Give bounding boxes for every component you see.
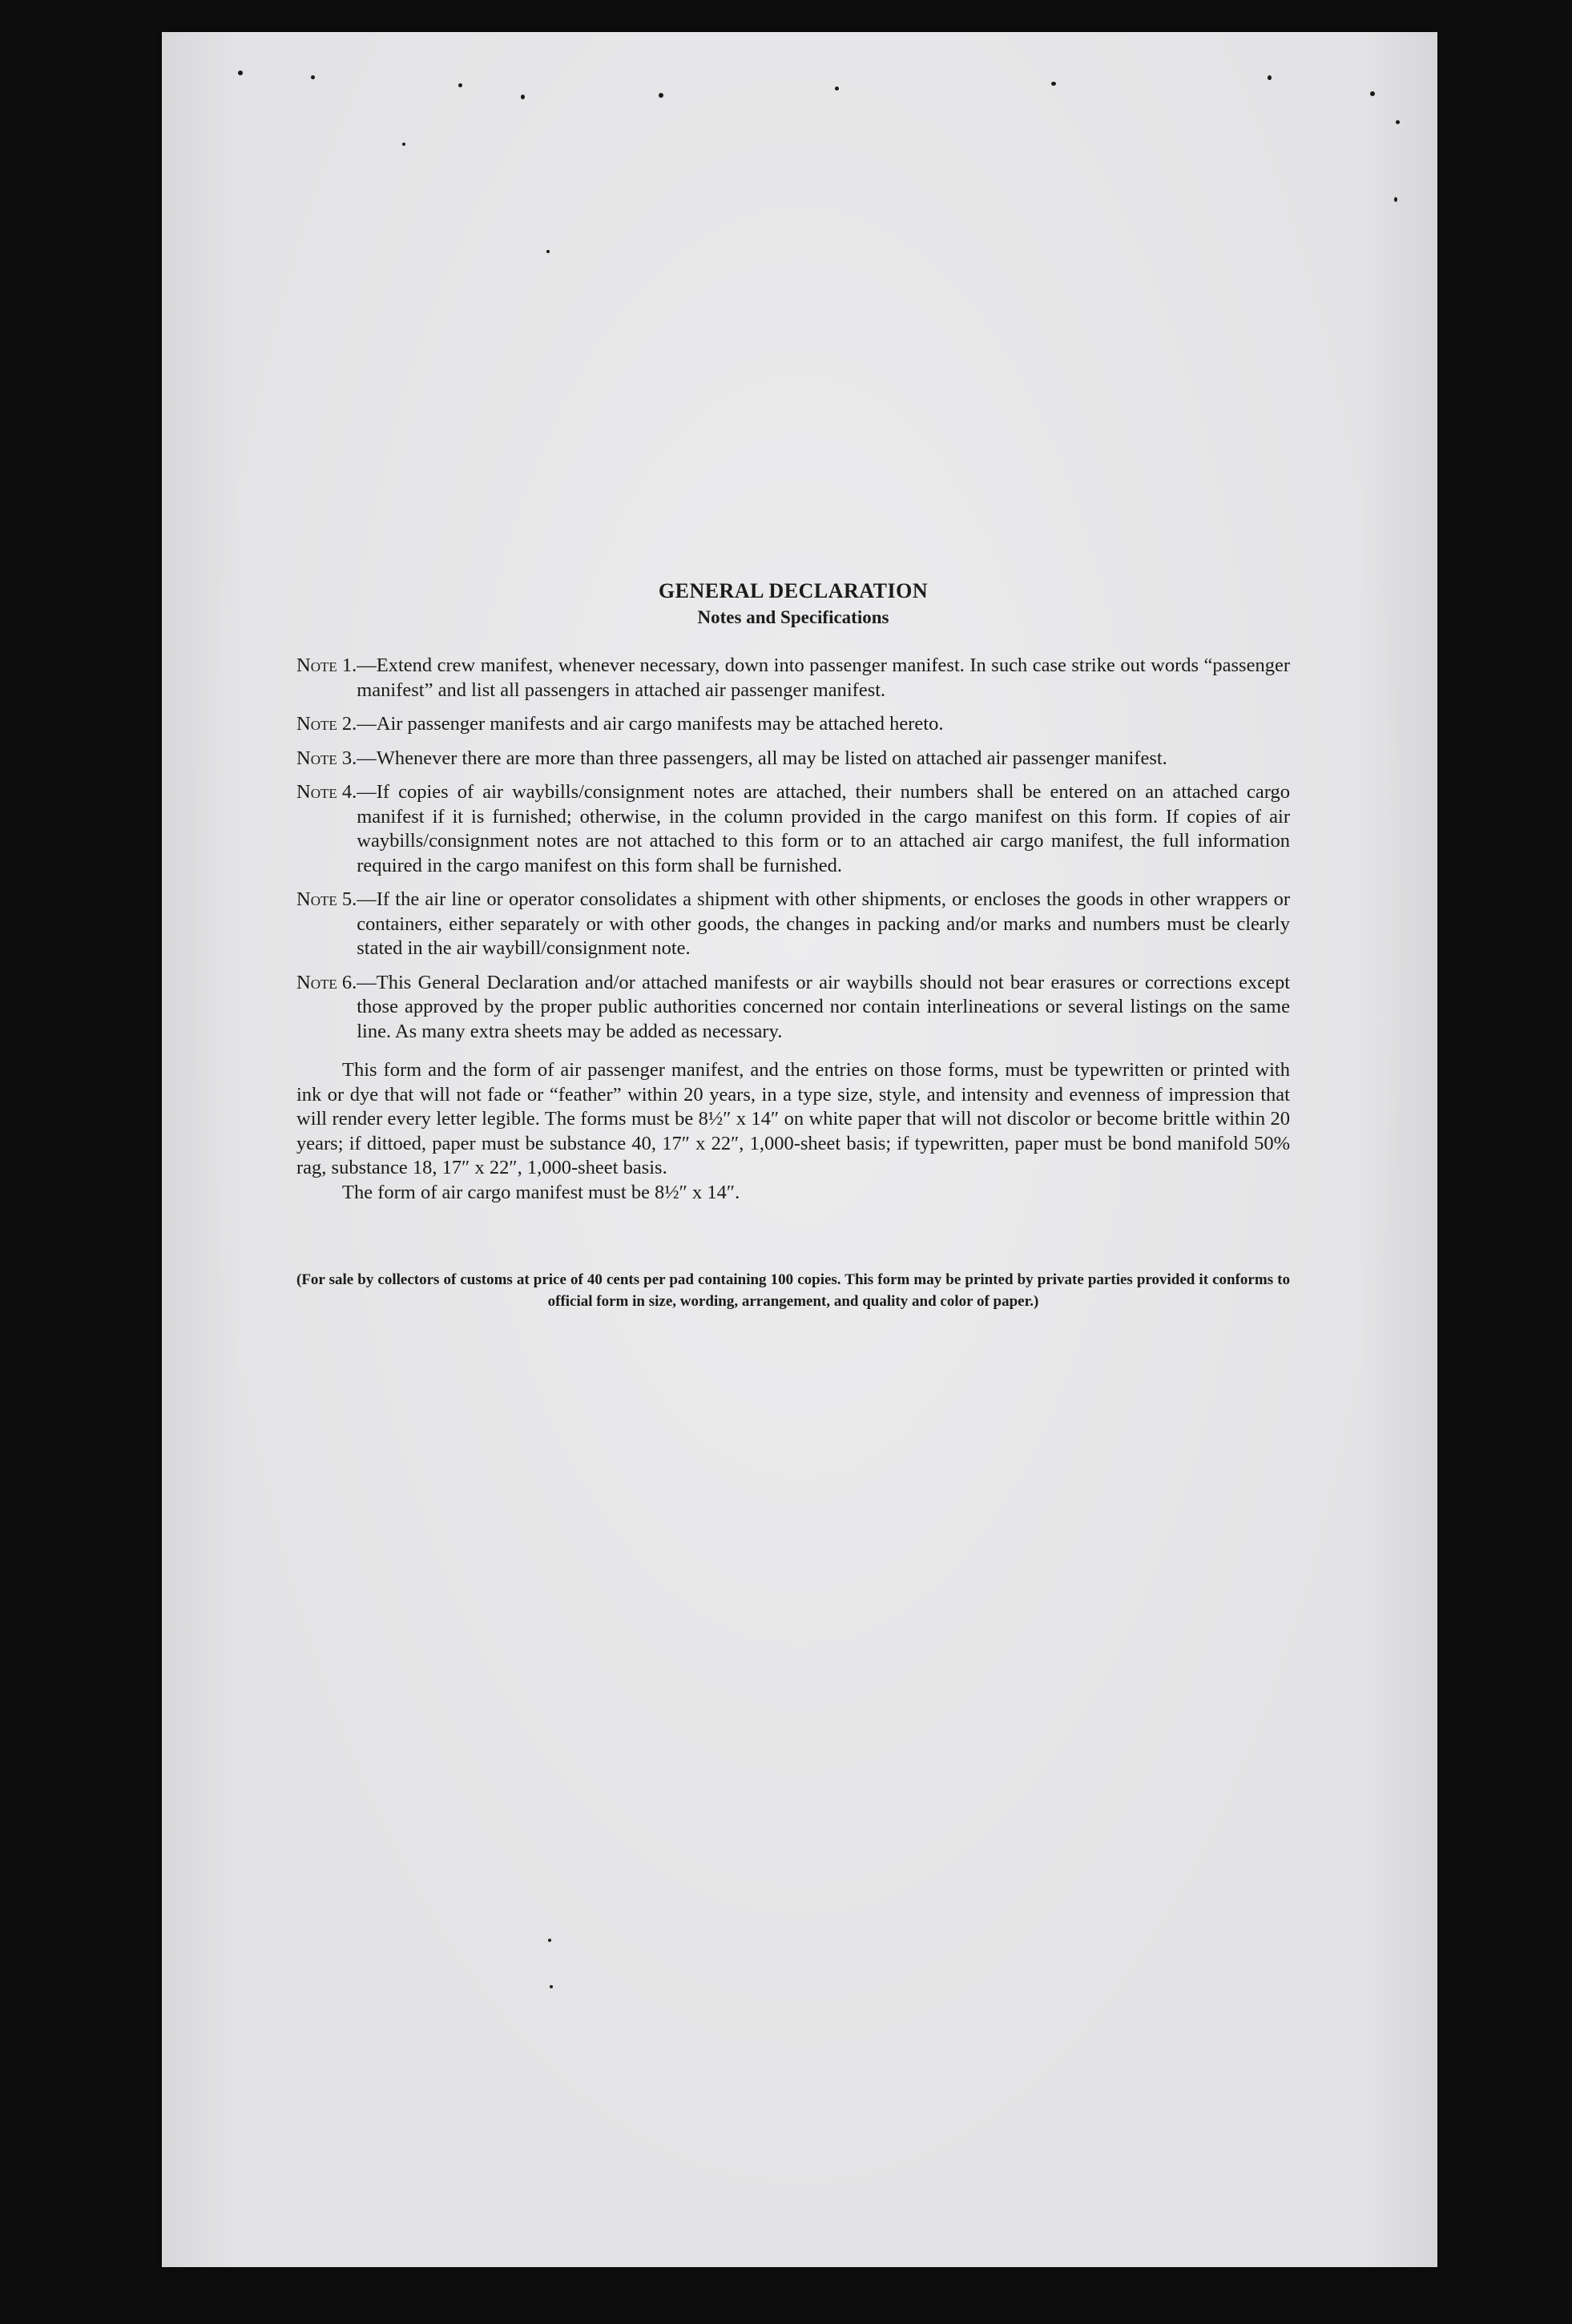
note-text: —This General Declaration and/or attached manifests or air waybills should not bear erasures or corrections except those approved by the proper public authorities concerned nor contain interlineations or several listings on the same line. As many extra sheets may be added as necessary. [357, 971, 1290, 1042]
page-title: GENERAL DECLARATION [658, 579, 929, 602]
note-label: Note 1. [296, 655, 357, 676]
note-label: Note 6. [296, 971, 357, 993]
ink-speck [402, 143, 405, 146]
page-subtitle: Notes and Specifications [697, 607, 889, 627]
ink-speck [1396, 120, 1400, 124]
form-requirements-paragraph: This form and the form of air passenger manifest, and the entries on those forms, must be typewritten or printed with ink or dye that will not fade or “feather” within 20 years, in a type size, style, and intensity and evenness of impression that will render every letter legible. The forms must be 8½″ x 14″ on white paper that will not discolor or become brittle within 20 years; if dittoed, paper must be substance 40, 17″ x 22″, 1,000-sheet basis; if typewritten, paper must be bond manifold 50% rag, substance 18, 17″ x 22″, 1,000-sheet basis. [296, 1059, 1290, 1178]
ink-speck [835, 87, 839, 91]
notes-and-specifications [296, 578, 1290, 1312]
ink-speck [1370, 91, 1375, 96]
ink-speck [548, 1939, 551, 1942]
ink-speck [1051, 82, 1056, 86]
ink-speck [1394, 197, 1397, 202]
note-6 [296, 971, 1290, 1045]
ink-speck [521, 95, 525, 99]
note-label: Note 5. [296, 888, 357, 910]
note-label: Note 3. [296, 747, 357, 769]
ink-speck [546, 250, 550, 253]
cargo-manifest-size-paragraph: The form of air cargo manifest must be 8½″ x 14″. [342, 1181, 740, 1203]
ink-speck [659, 93, 663, 98]
note-4 [296, 780, 1290, 878]
note-3 [296, 747, 1290, 771]
ink-speck [311, 75, 315, 79]
ink-speck [550, 1985, 553, 1988]
note-text: —If copies of air waybills/consignment notes are attached, their numbers shall be entered on an attached cargo manifest if it is furnished; otherwise, in the column provided in the cargo manifest on this form. If copies of air waybills/consignment notes are not attached to this form or to an attached air cargo manifest, the full information required in the cargo manifest on this form shall be furnished. [357, 781, 1290, 876]
note-label: Note 4. [296, 781, 357, 803]
note-1 [296, 654, 1290, 703]
ink-speck [238, 70, 243, 75]
sale-notice: (For sale by collectors of customs at price of 40 cents per pad containing 100 copies. This form may be printed by private parties provided it conforms to official form in size, wording, arrangement, and quality and color of paper.) [296, 1271, 1290, 1310]
ink-speck [458, 83, 462, 87]
note-text: —If the air line or operator consolidates a shipment with other shipments, or encloses the goods in other wrappers or containers, either separately or with other goods, the changes in packing and/or marks and numbers must be clearly stated in the air waybill/consignment note. [357, 888, 1290, 959]
note-label: Note 2. [296, 713, 357, 735]
note-text: —Air passenger manifests and air cargo manifests may be attached hereto. [357, 713, 944, 735]
ink-speck [1268, 75, 1272, 80]
note-text: —Whenever there are more than three passengers, all may be listed on attached air passenger manifest. [357, 747, 1167, 769]
note-5 [296, 888, 1290, 961]
note-text: —Extend crew manifest, whenever necessary, down into passenger manifest. In such case strike out words “passenger manifest” and list all passengers in attached air passenger manifest. [357, 655, 1290, 701]
note-2 [296, 712, 1290, 737]
